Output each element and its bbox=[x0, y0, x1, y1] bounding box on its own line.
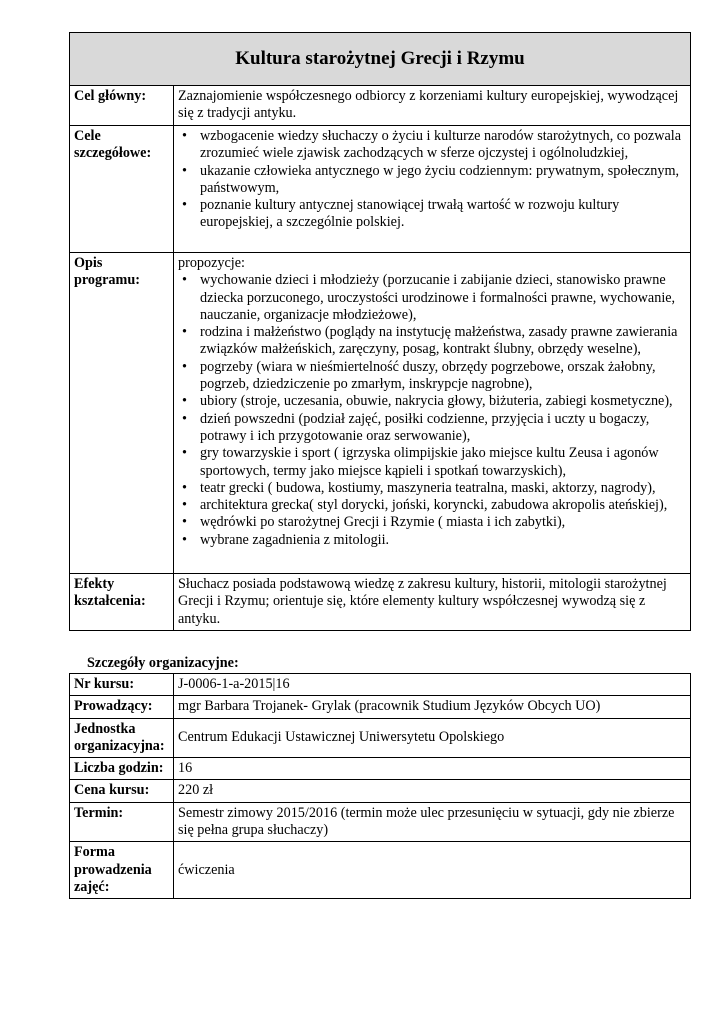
detail-label: Cena kursu: bbox=[70, 780, 174, 802]
detail-label: Jednostka organizacyjna: bbox=[70, 718, 174, 758]
row-specific-goals bbox=[70, 126, 691, 253]
program-topics-list bbox=[178, 272, 686, 549]
list-item: • wędrówki po starożytnej Grecji i Rzymie ( miasta i ich zabytki), bbox=[200, 514, 686, 531]
list-item: • wzbogacenie wiedzy słuchaczy o życiu i kulturze narodów starożytnych, co pozwala zrozumieć wiele zjawisk zachodzących w sferze ojczystej i ogólnoludzkiej, bbox=[200, 128, 686, 163]
row-program-description bbox=[70, 253, 691, 574]
list-item: • architektura grecka( styl dorycki, joński, koryncki, zabudowa akropolis ateńskiej), bbox=[200, 497, 686, 514]
table-row bbox=[70, 758, 691, 780]
detail-label: Liczba godzin: bbox=[70, 758, 174, 780]
table-row bbox=[70, 802, 691, 842]
detail-value: Semestr zimowy 2015/2016 (termin może ulec przesunięciu w sytuacji, gdy nie zbierze się pełna grupa słuchaczy) bbox=[174, 802, 691, 842]
detail-label: Prowadzący: bbox=[70, 696, 174, 718]
details-heading: Szczegóły organizacyjne: bbox=[87, 655, 239, 671]
main-goal-text: Zaznajomienie współczesnego odbiorcy z korzeniami kultury europejskiej, wywodzącej się z tradycji antyku. bbox=[174, 86, 691, 126]
detail-label: Forma prowadzenia zajęć: bbox=[70, 842, 174, 899]
specific-goals-label: Cele szczegółowe: bbox=[70, 126, 174, 253]
table-row bbox=[70, 718, 691, 758]
table-row bbox=[70, 674, 691, 696]
learning-outcomes-text: Słuchacz posiada podstawową wiedzę z zakresu kultury, historii, mitologii starożytnej Grecji i Rzymu; orientuje się, które elementy kultury współczesnej wywodzą się z antyku. bbox=[174, 574, 691, 631]
learning-outcomes-label: Efekty kształcenia: bbox=[70, 574, 174, 631]
list-item: • ukazanie człowieka antycznego w jego życiu codziennym: prywatnym, społecznym, państwowym, bbox=[200, 163, 686, 198]
list-item: • dzień powszedni (podział zajęć, posiłki codzienne, przyjęcia i uczty u bogaczy, potrawy i ich przygotowanie oraz serwowanie), bbox=[200, 411, 686, 446]
course-title: Kultura starożytnej Grecji i Rzymu bbox=[70, 33, 691, 86]
table-row bbox=[70, 780, 691, 802]
detail-value: 220 zł bbox=[174, 780, 691, 802]
detail-value: mgr Barbara Trojanek- Grylak (pracownik Studium Języków Obcych UO) bbox=[174, 696, 691, 718]
detail-value: J-0006-1-a-2015|16 bbox=[174, 674, 691, 696]
program-intro: propozycje: bbox=[178, 255, 245, 271]
specific-goals-list bbox=[178, 128, 686, 232]
organizational-details-table bbox=[69, 673, 691, 899]
detail-value: 16 bbox=[174, 758, 691, 780]
detail-label: Termin: bbox=[70, 802, 174, 842]
list-item: • poznanie kultury antycznej stanowiącej trwałą wartość w rozwoju kultury europejskiej, a szczególnie polskiej. bbox=[200, 197, 686, 232]
row-main-goal bbox=[70, 86, 691, 126]
list-item: • gry towarzyskie i sport ( igrzyska olimpijskie jako miejsce kultu Zeusa i agonów sportowych, termy jako miejsce kąpieli i spotkań towarzyskich), bbox=[200, 445, 686, 480]
list-item: • wybrane zagadnienia z mitologii. bbox=[200, 532, 686, 549]
list-item: • wychowanie dzieci i młodzieży (porzucanie i zabijanie dzieci, stanowisko prawne dziecka porzuconego, uroczystości urodzinowe i formalności prawne, wychowanie, nauczanie, organizacje młodzieżowe), bbox=[200, 272, 686, 324]
program-description-cell bbox=[174, 253, 691, 574]
detail-label: Nr kursu: bbox=[70, 674, 174, 696]
program-description-label: Opis programu: bbox=[70, 253, 174, 574]
row-learning-outcomes bbox=[70, 574, 691, 631]
table-row bbox=[70, 842, 691, 899]
list-item: • rodzina i małżeństwo (poglądy na instytucję małżeństwa, zasady prawne zawierania związków małżeńskich, zaręczyny, posag, kontrakt ślubny, obrzędy weselne), bbox=[200, 324, 686, 359]
detail-value: ćwiczenia bbox=[174, 842, 691, 899]
course-description-table bbox=[69, 32, 691, 631]
specific-goals-cell bbox=[174, 126, 691, 253]
list-item: • teatr grecki ( budowa, kostiumy, maszyneria teatralna, maski, aktorzy, nagrody), bbox=[200, 480, 686, 497]
table-row bbox=[70, 696, 691, 718]
list-item: • ubiory (stroje, uczesania, obuwie, nakrycia głowy, biżuteria, zabiegi kosmetyczne), bbox=[200, 393, 686, 410]
main-goal-label: Cel główny: bbox=[70, 86, 174, 126]
detail-value: Centrum Edukacji Ustawicznej Uniwersytetu Opolskiego bbox=[174, 718, 691, 758]
list-item: • pogrzeby (wiara w nieśmiertelność duszy, obrzędy pogrzebowe, orszak żałobny, pogrzeb, dziedziczenie po zmarłym, inskrypcje nagrobne), bbox=[200, 359, 686, 394]
